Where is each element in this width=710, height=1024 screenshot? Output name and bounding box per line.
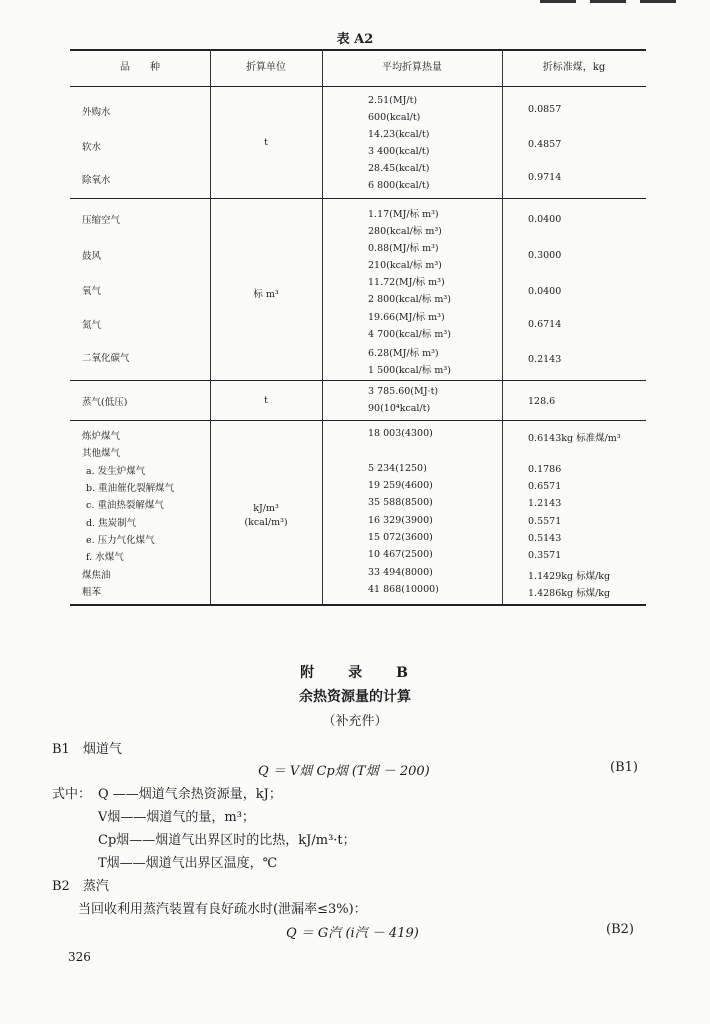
equation-number-b1: (B1) — [610, 760, 638, 775]
group-unit: 标 m³ — [253, 289, 279, 300]
where-label: 式中： — [52, 787, 92, 802]
row-coal: 0.9714 — [528, 172, 562, 183]
row-name: a. 发生炉煤气 — [86, 466, 146, 477]
header-coal: 折标准煤，kg — [542, 62, 606, 73]
appendix-supplement: （补充件） — [322, 714, 388, 729]
row-heat-kcal: 90(10⁴kcal/t) — [368, 403, 431, 414]
row-name: 压缩空气 — [82, 215, 121, 226]
row-heat: 19 259(4600) — [368, 480, 433, 491]
definition-item: T烟——烟道气出界区温度，℃ — [98, 856, 278, 871]
row-coal: 0.3571 — [528, 550, 562, 561]
table-title: 表 A2 — [336, 32, 374, 47]
row-name: 其他煤气 — [82, 448, 121, 459]
row-coal: 0.5571 — [528, 516, 562, 527]
header-variety: 品 种 — [120, 62, 160, 73]
row-name: d. 焦炭制气 — [86, 518, 137, 529]
table-group-rule — [70, 380, 646, 381]
row-heat-mj: 1.17(MJ/标 m³) — [368, 209, 439, 220]
row-coal: 0.2143 — [528, 354, 562, 365]
row-heat-mj: 2.51(MJ/t) — [368, 95, 418, 106]
row-name: 炼炉煤气 — [82, 431, 121, 442]
row-name: 除氧水 — [82, 175, 111, 186]
group-unit: (kcal/m³) — [244, 517, 288, 528]
row-heat: 41 868(10000) — [368, 584, 439, 595]
formula-b1: Q ＝ V烟 Cp烟 (T烟 － 200) — [258, 764, 430, 779]
row-coal: 0.3000 — [528, 250, 562, 261]
row-heat: 10 467(2500) — [368, 549, 433, 560]
header-heat: 平均折算热量 — [382, 62, 442, 73]
row-heat-kcal: 1 500(kcal/标 m³) — [368, 365, 451, 376]
group-unit: t — [264, 395, 268, 406]
row-heat-kcal: 6 800(kcal/t) — [368, 180, 430, 191]
scan-mark — [590, 0, 626, 3]
row-name: e. 压力气化煤气 — [86, 535, 155, 546]
row-name: 蒸气(低压) — [82, 397, 128, 408]
row-coal: 0.0400 — [528, 214, 562, 225]
row-heat: 18 003(4300) — [368, 428, 433, 439]
scan-mark — [540, 0, 576, 3]
section-b1-label: B1 烟道气 — [52, 742, 122, 757]
page-number: 326 — [68, 950, 91, 964]
row-coal: 1.4286kg 标煤/kg — [528, 588, 611, 599]
group-unit: t — [264, 137, 268, 148]
row-name: 软水 — [82, 142, 102, 153]
row-heat: 35 588(8500) — [368, 497, 433, 508]
row-name: c. 重油热裂解煤气 — [86, 500, 164, 511]
row-heat-mj: 6.28(MJ/标 m³) — [368, 348, 439, 359]
row-heat: 16 329(3900) — [368, 515, 433, 526]
row-coal: 0.4857 — [528, 139, 562, 150]
row-heat-mj: 11.72(MJ/标 m³) — [368, 277, 445, 288]
row-heat-kcal: 2 800(kcal/标 m³) — [368, 294, 451, 305]
row-heat-kcal: 4 700(kcal/标 m³) — [368, 329, 451, 340]
table-top-rule — [70, 49, 646, 51]
row-name: 煤焦油 — [82, 570, 111, 581]
row-name: 氮气 — [82, 320, 102, 331]
row-coal: 1.1429kg 标煤/kg — [528, 571, 611, 582]
table-group-rule — [70, 420, 646, 421]
row-coal: 0.6714 — [528, 319, 562, 330]
row-heat: 5 234(1250) — [368, 463, 427, 474]
row-heat-kcal: 280(kcal/标 m³) — [368, 226, 442, 237]
definition-item: Q ——烟道气余热资源量，kJ； — [98, 787, 282, 802]
definition-item: Cp烟——烟道气出界区时的比热，kJ/m³·t； — [98, 833, 356, 848]
group-unit: kJ/m³ — [253, 503, 279, 514]
row-coal: 0.0400 — [528, 286, 562, 297]
row-coal: 128.6 — [528, 396, 556, 407]
row-name: 粗苯 — [82, 587, 102, 598]
table-header-rule — [70, 86, 646, 87]
row-coal: 0.5143 — [528, 533, 562, 544]
definition-item: V烟——烟道气的量，m³； — [98, 810, 255, 825]
appendix-heading: 附 录 B — [300, 665, 410, 681]
row-heat: 33 494(8000) — [368, 567, 433, 578]
row-name: 外购水 — [82, 107, 111, 118]
equation-number-b2: (B2) — [606, 922, 634, 937]
appendix-subtitle: 余热资源量的计算 — [299, 689, 411, 705]
header-unit: 折算单位 — [246, 62, 286, 73]
row-name: 氧气 — [82, 286, 102, 297]
row-heat-kcal: 210(kcal/标 m³) — [368, 260, 442, 271]
row-coal: 0.0857 — [528, 104, 562, 115]
row-heat-mj: 3 785.60(MJ·t) — [368, 386, 439, 397]
table-column-rule — [502, 49, 503, 606]
row-coal: 1.2143 — [528, 498, 562, 509]
scan-mark — [640, 0, 676, 3]
row-name: 二氧化碳气 — [82, 353, 130, 364]
row-coal: 0.1786 — [528, 464, 562, 475]
table-group-rule — [70, 198, 646, 199]
formula-b2: Q ＝ G汽 (i汽 － 419) — [286, 926, 419, 941]
section-b2-label: B2 蒸汽 — [52, 879, 109, 894]
row-heat-mj: 19.66(MJ/标 m³) — [368, 312, 445, 323]
row-name: b. 重油催化裂解煤气 — [86, 483, 175, 494]
row-heat-kcal: 3 400(kcal/t) — [368, 146, 430, 157]
row-heat-mj: 14.23(kcal/t) — [368, 129, 430, 140]
row-heat-kcal: 600(kcal/t) — [368, 112, 421, 123]
row-name: 鼓风 — [82, 251, 102, 262]
row-coal: 0.6571 — [528, 481, 562, 492]
table-bottom-rule — [70, 604, 646, 606]
row-heat-mj: 0.88(MJ/标 m³) — [368, 243, 439, 254]
row-coal: 0.6143kg 标准煤/m³ — [528, 433, 621, 444]
row-heat: 15 072(3600) — [368, 532, 433, 543]
row-heat-mj: 28.45(kcal/t) — [368, 163, 430, 174]
row-name: f. 水煤气 — [86, 552, 124, 563]
section-b2-text: 当回收利用蒸汽装置有良好疏水时(泄漏率≤3%)： — [78, 902, 367, 917]
table-column-rule — [322, 49, 323, 606]
